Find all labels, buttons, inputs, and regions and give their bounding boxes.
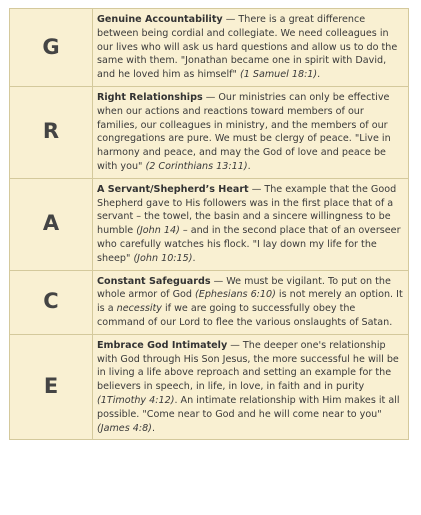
grace-table-body bbox=[10, 9, 409, 440]
body-text: — We must be vigilant. To put on the whole armor of God bbox=[97, 275, 391, 301]
row-letter: C bbox=[10, 270, 93, 334]
row-description bbox=[93, 270, 409, 334]
row-heading: A Servant/Shepherd’s Heart bbox=[97, 183, 249, 195]
scripture-reference: (John 10:15) bbox=[133, 252, 193, 264]
row-heading: Constant Safeguards bbox=[97, 275, 211, 287]
scripture-reference: (1 Samuel 18:1) bbox=[239, 69, 318, 81]
grace-row-g bbox=[10, 9, 409, 87]
scripture-reference: (1Timothy 4:12) bbox=[97, 394, 175, 406]
body-text: is not merely an option. It is a bbox=[97, 289, 403, 315]
grace-row-e bbox=[10, 334, 409, 440]
scripture-reference: necessity bbox=[116, 303, 162, 315]
scripture-reference: (Ephesians 6:10) bbox=[195, 289, 276, 301]
row-letter: E bbox=[10, 334, 93, 440]
body-text: — Our ministries can only be effective when our actions and reactions toward members of our families, our colleagues in ministry, and the members of our congregations are pure. We must be clergy of peace. "Live in harmony and peace, and may the God of love and peace be with you" bbox=[97, 91, 391, 172]
grace-acronym-table bbox=[9, 8, 409, 440]
row-description bbox=[93, 9, 409, 87]
row-description bbox=[93, 334, 409, 440]
row-heading: Right Relationships bbox=[97, 91, 203, 103]
body-text: if we are going to successfully obey the command of our Lord to flee the various onslaughts of Satan. bbox=[97, 303, 393, 328]
grace-row-a bbox=[10, 178, 409, 270]
row-description bbox=[93, 178, 409, 270]
scripture-reference: (John 14) bbox=[136, 225, 180, 237]
row-description bbox=[93, 86, 409, 178]
body-text: . bbox=[192, 252, 196, 264]
row-letter: A bbox=[10, 178, 93, 270]
scripture-reference: (James 4:8) bbox=[97, 422, 152, 434]
body-text: . bbox=[317, 69, 321, 81]
body-text: . An intimate relationship with Him makes it all possible. "Come near to God and he will come near to you" bbox=[97, 394, 400, 420]
grace-row-c bbox=[10, 270, 409, 334]
row-heading: Embrace God Intimately bbox=[97, 339, 228, 351]
body-text: . bbox=[151, 422, 155, 434]
scripture-reference: (2 Corinthians 13:11) bbox=[145, 160, 248, 172]
body-text: — The deeper one's relationship with God through His Son Jesus, the more successful he will be in living a life above reproach and setting an example for the believers in speech, in life, in love, in faith and in purity bbox=[97, 339, 399, 393]
row-letter: G bbox=[10, 9, 93, 87]
row-heading: Genuine Accountability bbox=[97, 14, 223, 25]
body-text: — The example that the Good Shepherd gave to His followers was in the first place that of a servant – the towel, the basin and a sincere willingness to be humble bbox=[97, 183, 397, 237]
body-text: – and in the second place that of an overseer who carefully watches his flock. "I lay down my life for the sheep" bbox=[97, 225, 401, 264]
row-letter: R bbox=[10, 86, 93, 178]
grace-row-r bbox=[10, 86, 409, 178]
body-text: . bbox=[247, 160, 251, 172]
body-text: — There is a great difference between being cordial and collegiate. We need colleagues in our lives who will ask us hard questions and allow us to do the same with them. "Jonathan became one in spirit with David, and he loved him as himself" bbox=[97, 14, 398, 81]
